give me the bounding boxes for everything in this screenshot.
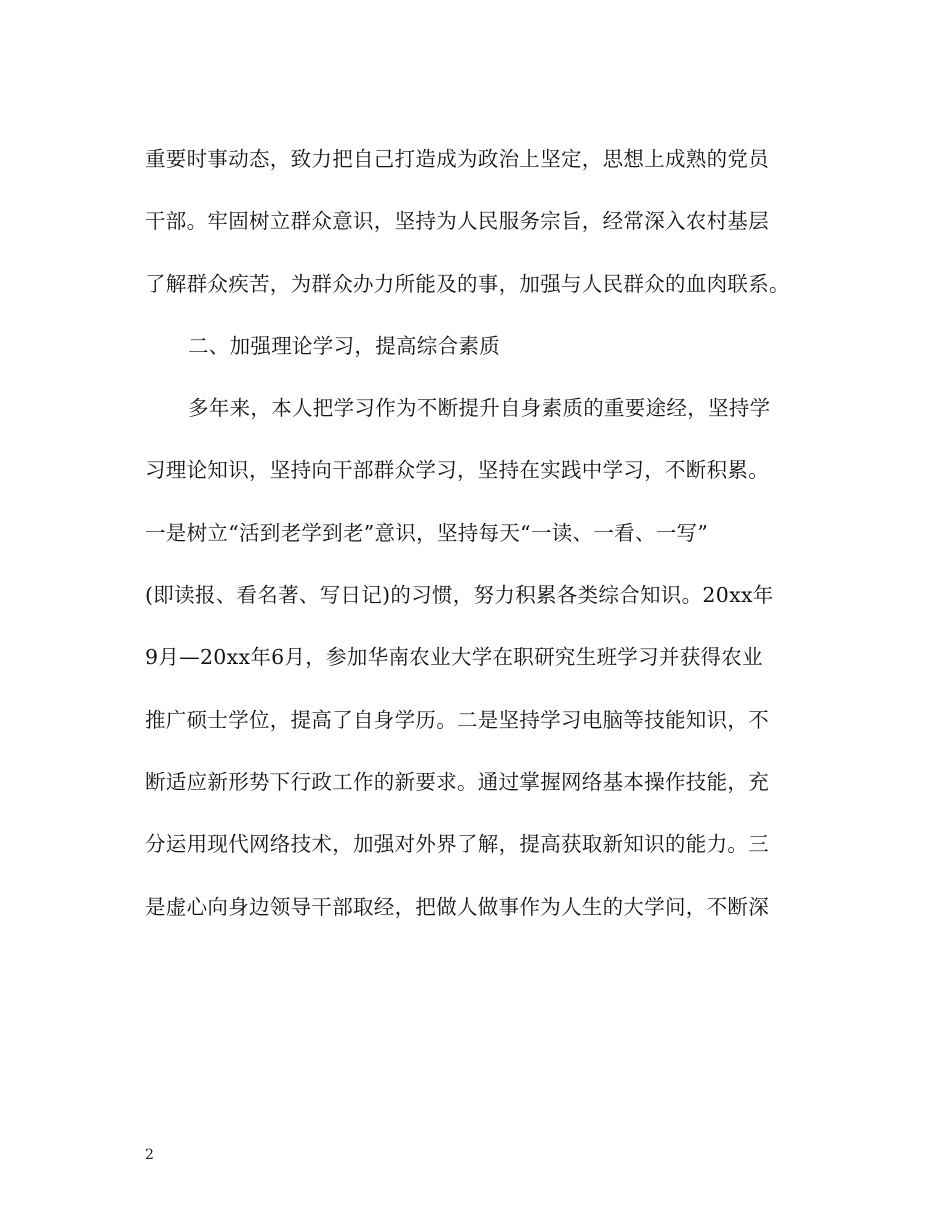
text-line: 一是树立“活到老学到老”意识，坚持每天“一读、一看、一写” [145,520,709,545]
text-line: 重要时事动态，致力把自己打造成为政治上坚定，思想上成熟的党员 [145,147,769,171]
paragraph-first-line: 多年来，本人把学习作为不断提升自身素质的重要途经，坚持学 [188,396,771,421]
section-heading: 二、加强理论学习，提高综合素质 [188,333,500,358]
text-line: 是虚心向身边领导干部取经，把做人做事作为人生的大学问，不断深 [145,894,769,919]
text-line: 推广硕士学位，提高了自身学历。二是坚持学习电脑等技能知识，不 [145,707,769,732]
page-number: 2 [145,1147,154,1163]
text-line: 断适应新形势下行政工作的新要求。通过掌握网络基本操作技能，充 [145,769,769,794]
text-line: 习理论知识，坚持向干部群众学习，坚持在实践中学习，不断积累。 [145,458,769,483]
text-line: (即读报、看名著、写日记)的习惯，努力积累各类综合知识。20xx年 [145,583,774,608]
text-line: 干部。牢固树立群众意识，坚持为人民服务宗旨，经常深入农村基层 [145,209,769,234]
body-text [145,138,815,948]
text-line: 了解群众疾苦，为群众办力所能及的事，加强与人民群众的血肉联系。 [145,271,790,296]
text-line: 9月—20xx年6月，参加华南农业大学在职研究生班学习并获得农业 [145,645,763,670]
text-line: 分运用现代网络技术，加强对外界了解，提高获取新知识的能力。三 [145,832,769,857]
